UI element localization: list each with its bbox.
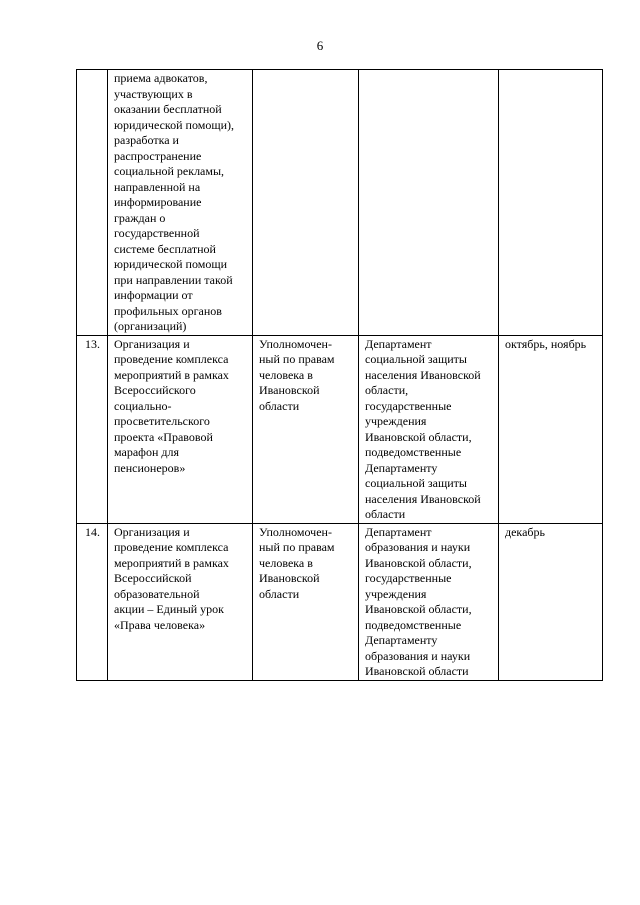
executors-cell: Департамент социальной защиты населения Ивановской области, государственные учреждения Ивановской области, подведомственные Департаменту социальной защиты населения Ивановской области: [359, 335, 499, 523]
event-cell: Организация и проведение комплекса мероприятий в рамках Всероссийской образовательной акции – Единый урок «Права человека»: [108, 523, 253, 680]
term-cell: декабрь: [499, 523, 603, 680]
responsible-cell: Уполномочен- ный по правам человека в Ивановской области: [253, 335, 359, 523]
row-number-cell: [77, 70, 108, 336]
event-cell: Организация и проведение комплекса мероприятий в рамках Всероссийского социально- просветительского проекта «Правовой марафон для пенсионеров»: [108, 335, 253, 523]
responsible-cell: [253, 70, 359, 336]
executors-cell: [359, 70, 499, 336]
table-row: [77, 70, 603, 336]
page-number: 6: [316, 38, 324, 53]
term-cell: [499, 70, 603, 336]
table-row: [77, 335, 603, 523]
table-row: [77, 523, 603, 680]
events-table: [76, 69, 603, 681]
event-cell: приема адвокатов, участвующих в оказании бесплатной юридической помощи), разработка и распространение социальной рекламы, направленной на информирование граждан о государственной системе бесплатной юридической помощи при направлении такой информации от профильных органов (организаций): [108, 70, 253, 336]
row-number-cell: 13.: [77, 335, 108, 523]
term-cell: октябрь, ноябрь: [499, 335, 603, 523]
executors-cell: Департамент образования и науки Ивановской области, государственные учреждения Ивановской области, подведомственные Департаменту образования и науки Ивановской области: [359, 523, 499, 680]
row-number-cell: 14.: [77, 523, 108, 680]
responsible-cell: Уполномочен- ный по правам человека в Ивановской области: [253, 523, 359, 680]
